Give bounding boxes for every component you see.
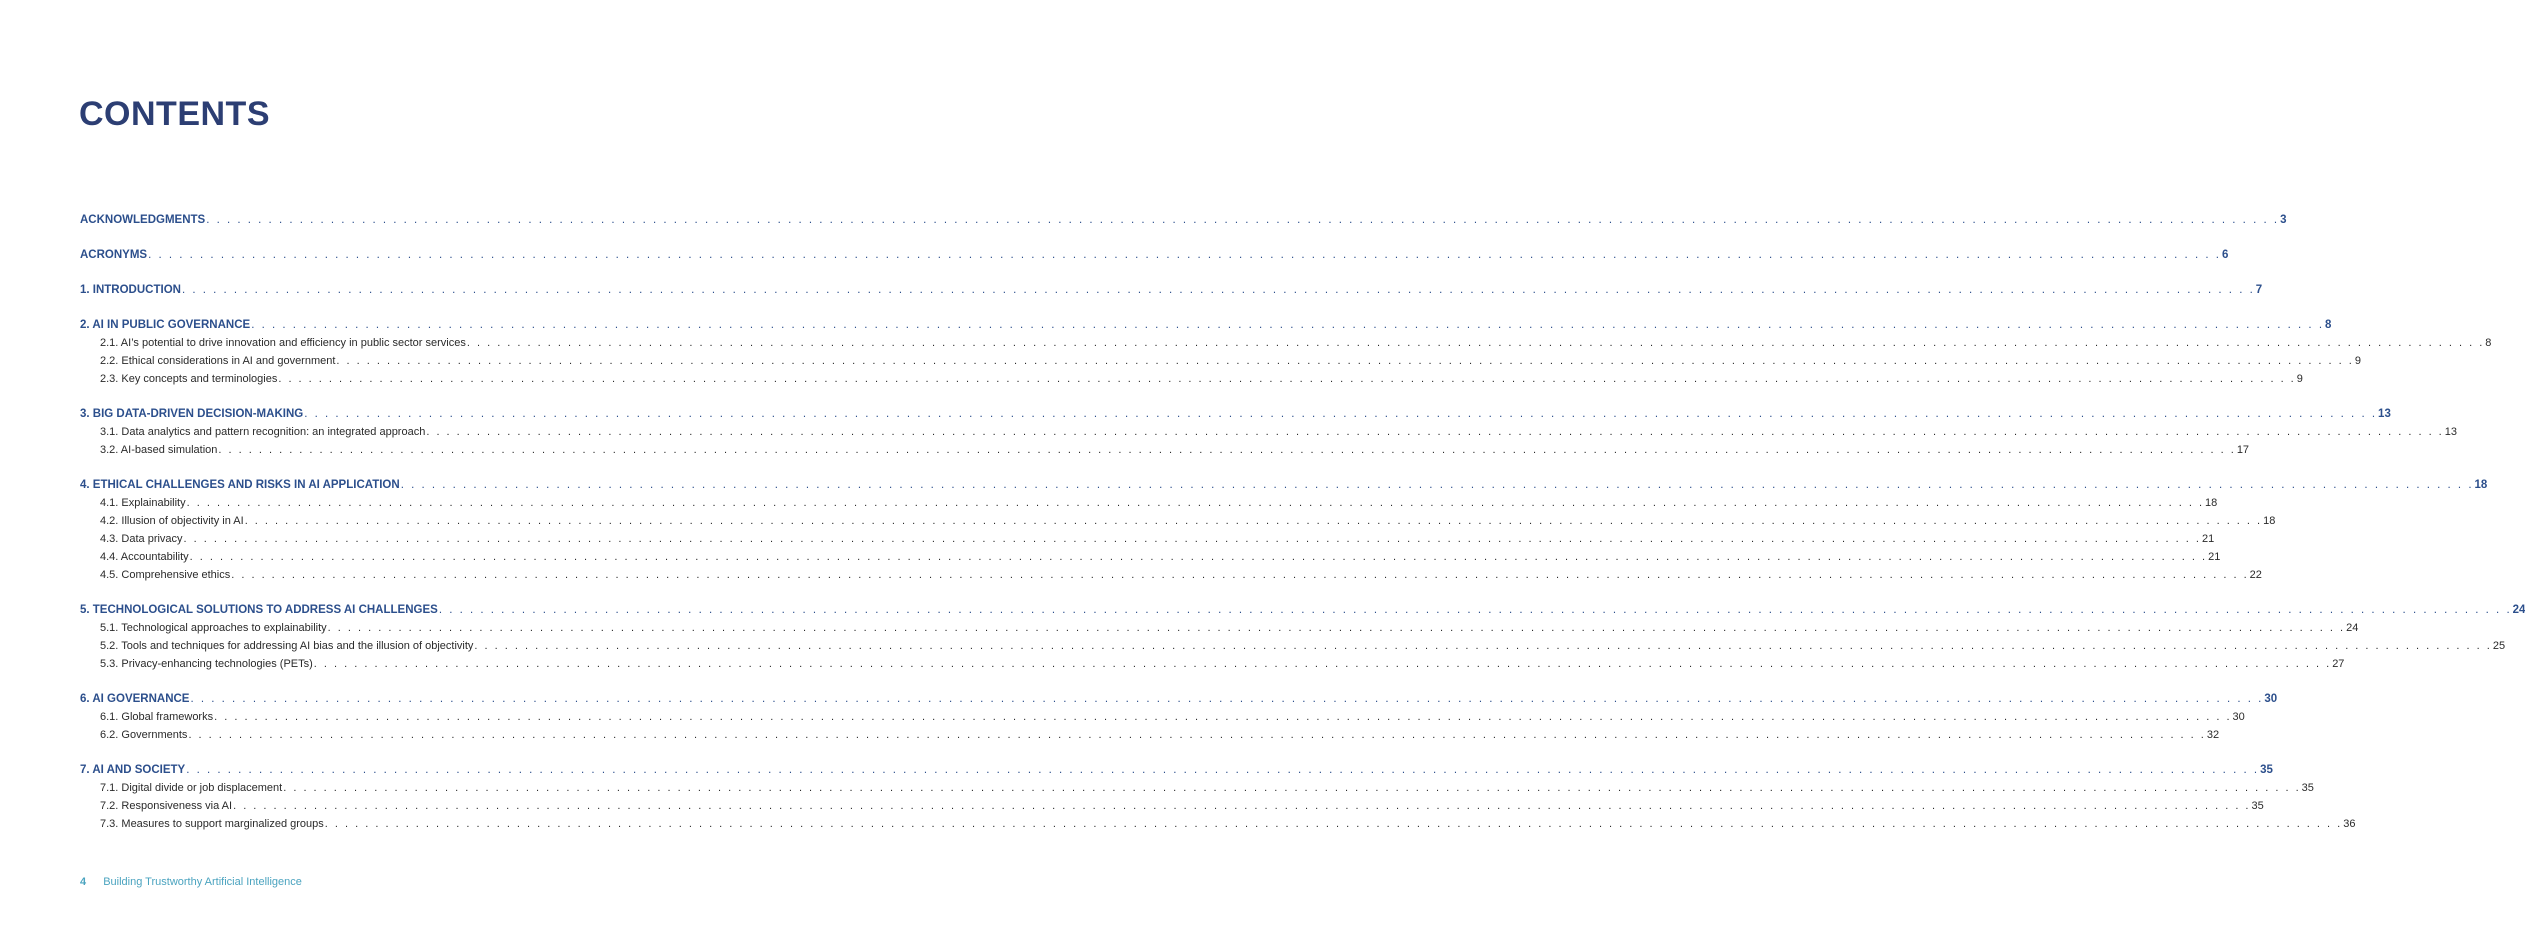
toc-page-number: 8 bbox=[2485, 337, 2492, 349]
toc-section bbox=[80, 761, 2356, 833]
dot-leader: . . . . . . . . . . . . . . . . . . . . . . . . . . . . . . . . . . . . . . . . . . . . . . . . . . . . . . . . . . . . . . . . . . . . . . . . . . . . . . . . . . . . . . . . . . . . . . . . . . . . . . . . . . . . . . . . . . . . . . . . . . . . . . . . . . . . . . . . . . . . . . . . . . . . . . . . . . . . . . . . . . . . . . . . . . . . . . . . . . . . . . . . . . . . . . . . . . . . . . . . bbox=[218, 444, 2236, 456]
dot-leader: . . . . . . . . . . . . . . . . . . . . . . . . . . . . . . . . . . . . . . . . . . . . . . . . . . . . . . . . . . . . . . . . . . . . . . . . . . . . . . . . . . . . . . . . . . . . . . . . . . . . . . . . . . . . . . . . . . . . . . . . . . . . . . . . . . . . . . . . . . . . . . . . . . . . . . . . . . . . . . . . . . . . . . . . . . . . . . . . . . . . . . . . . . . . . . . . . . . . . . . . bbox=[304, 408, 2378, 420]
toc-page-number: 35 bbox=[2260, 764, 2273, 776]
toc-subsection-entry[interactable] bbox=[80, 441, 2250, 459]
toc-page-number: 32 bbox=[2206, 729, 2220, 741]
page-footer bbox=[80, 876, 302, 888]
toc-entry-label: 2.1. AI’s potential to drive innovation and efficiency in public sector services bbox=[100, 337, 466, 349]
toc-page-number: 7 bbox=[2255, 284, 2263, 296]
toc-page-number: 24 bbox=[2512, 604, 2525, 616]
toc-subsection-entry[interactable] bbox=[80, 779, 2314, 797]
dot-leader: . . . . . . . . . . . . . . . . . . . . . . . . . . . . . . . . . . . . . . . . . . . . . . . . . . . . . . . . . . . . . . . . . . . . . . . . . . . . . . . . . . . . . . . . . . . . . . . . . . . . . . . . . . . . . . . . . . . . . . . . . . . . . . . . . . . . . . . . . . . . . . . . . . . . . . . . . . . . . . . . . . . . . . . . . . . . . . . . . . . . . . . . . . . . . . . . . . . . . . . . bbox=[324, 818, 2343, 830]
toc-entry-label: 6.1. Global frameworks bbox=[100, 711, 214, 723]
toc-entry-label: 2.3. Key concepts and terminologies bbox=[100, 373, 278, 385]
dot-leader: . . . . . . . . . . . . . . . . . . . . . . . . . . . . . . . . . . . . . . . . . . . . . . . . . . . . . . . . . . . . . . . . . . . . . . . . . . . . . . . . . . . . . . . . . . . . . . . . . . . . . . . . . . . . . . . . . . . . . . . . . . . . . . . . . . . . . . . . . . . . . . . . . . . . . . . . . . . . . . . . . . . . . . . . . . . . . . . . . . . . . . . . . . . . . . . . . . . . . . . . bbox=[283, 782, 2301, 794]
dot-leader: . . . . . . . . . . . . . . . . . . . . . . . . . . . . . . . . . . . . . . . . . . . . . . . . . . . . . . . . . . . . . . . . . . . . . . . . . . . . . . . . . . . . . . . . . . . . . . . . . . . . . . . . . . . . . . . . . . . . . . . . . . . . . . . . . . . . . . . . . . . . . . . . . . . . . . . . . . . . . . . . . . . . . . . . . . . . . . . . . . . . . . . . . . . . . . . . . . . . . . . . bbox=[183, 533, 2201, 545]
dot-leader: . . . . . . . . . . . . . . . . . . . . . . . . . . . . . . . . . . . . . . . . . . . . . . . . . . . . . . . . . . . . . . . . . . . . . . . . . . . . . . . . . . . . . . . . . . . . . . . . . . . . . . . . . . . . . . . . . . . . . . . . . . . . . . . . . . . . . . . . . . . . . . . . . . . . . . . . . . . . . . . . . . . . . . . . . . . . . . . . . . . . . . . . . . . . . . . . . . . . . . . . bbox=[327, 622, 2346, 634]
toc-page-number: 35 bbox=[2301, 782, 2314, 794]
dot-leader: . . . . . . . . . . . . . . . . . . . . . . . . . . . . . . . . . . . . . . . . . . . . . . . . . . . . . . . . . . . . . . . . . . . . . . . . . . . . . . . . . . . . . . . . . . . . . . . . . . . . . . . . . . . . . . . . . . . . . . . . . . . . . . . . . . . . . . . . . . . . . . . . . . . . . . . . . . . . . . . . . . . . . . . . . . . . . . . . . . . . . . . . . . . . . . . . . . . . . . . . bbox=[336, 355, 2354, 367]
toc-section bbox=[80, 281, 2263, 299]
toc-entry-label: 3. BIG DATA-DRIVEN DECISION-MAKING bbox=[80, 408, 304, 420]
toc-entry-label: 4.2. Illusion of objectivity in AI bbox=[100, 515, 244, 527]
toc-entry-label: 4.1. Explainability bbox=[100, 497, 186, 509]
footer-page-number: 4 bbox=[80, 876, 87, 888]
toc-page-number: 9 bbox=[2296, 373, 2303, 385]
toc-page-number: 36 bbox=[2343, 818, 2356, 830]
toc-entry-label: 5.2. Tools and techniques for addressing AI bias and the illusion of objectivity bbox=[100, 640, 474, 652]
table-of-contents bbox=[80, 211, 2525, 850]
toc-page-number: 18 bbox=[2263, 515, 2276, 527]
toc-section-heading[interactable] bbox=[80, 316, 2332, 334]
toc-entry-label: 3.2. AI-based simulation bbox=[100, 444, 218, 456]
toc-entry-label: 7.2. Responsiveness via AI bbox=[100, 800, 233, 812]
toc-subsection-entry[interactable] bbox=[80, 352, 2361, 370]
dot-leader: . . . . . . . . . . . . . . . . . . . . . . . . . . . . . . . . . . . . . . . . . . . . . . . . . . . . . . . . . . . . . . . . . . . . . . . . . . . . . . . . . . . . . . . . . . . . . . . . . . . . . . . . . . . . . . . . . . . . . . . . . . . . . . . . . . . . . . . . . . . . . . . . . . . . . . . . . . . . . . . . . . . . . . . . . . . . . . . . . . . . . . . . . . . . . . . . . . . . . . . . bbox=[244, 515, 2263, 527]
toc-subsection-entry[interactable] bbox=[80, 797, 2264, 815]
dot-leader: . . . . . . . . . . . . . . . . . . . . . . . . . . . . . . . . . . . . . . . . . . . . . . . . . . . . . . . . . . . . . . . . . . . . . . . . . . . . . . . . . . . . . . . . . . . . . . . . . . . . . . . . . . . . . . . . . . . . . . . . . . . . . . . . . . . . . . . . . . . . . . . . . . . . . . . . . . . . . . . . . . . . . . . . . . . . . . . . . . . . . . . . . . . . . . . . . . . . . . . . bbox=[474, 640, 2492, 652]
toc-section bbox=[80, 246, 2229, 264]
page-title: CONTENTS bbox=[79, 95, 270, 133]
dot-leader: . . . . . . . . . . . . . . . . . . . . . . . . . . . . . . . . . . . . . . . . . . . . . . . . . . . . . . . . . . . . . . . . . . . . . . . . . . . . . . . . . . . . . . . . . . . . . . . . . . . . . . . . . . . . . . . . . . . . . . . . . . . . . . . . . . . . . . . . . . . . . . . . . . . . . . . . . . . . . . . . . . . . . . . . . . . . . . . . . . . . . . . . . . . . . . . . . . . . . . . . bbox=[251, 319, 2325, 331]
toc-page-number: 35 bbox=[2251, 800, 2264, 812]
toc-section bbox=[80, 690, 2278, 744]
toc-entry-label: 2.2. Ethical considerations in AI and government bbox=[100, 355, 336, 367]
dot-leader: . . . . . . . . . . . . . . . . . . . . . . . . . . . . . . . . . . . . . . . . . . . . . . . . . . . . . . . . . . . . . . . . . . . . . . . . . . . . . . . . . . . . . . . . . . . . . . . . . . . . . . . . . . . . . . . . . . . . . . . . . . . . . . . . . . . . . . . . . . . . . . . . . . . . . . . . . . . . . . . . . . . . . . . . . . . . . . . . . . . . . . . . . . . . . . . . . . . . . . . . bbox=[438, 604, 2512, 616]
dot-leader: . . . . . . . . . . . . . . . . . . . . . . . . . . . . . . . . . . . . . . . . . . . . . . . . . . . . . . . . . . . . . . . . . . . . . . . . . . . . . . . . . . . . . . . . . . . . . . . . . . . . . . . . . . . . . . . . . . . . . . . . . . . . . . . . . . . . . . . . . . . . . . . . . . . . . . . . . . . . . . . . . . . . . . . . . . . . . . . . . . . . . . . . . . . . . . . . . . . . . . . . bbox=[400, 479, 2474, 491]
toc-section bbox=[80, 476, 2488, 584]
toc-entry-label: 1. INTRODUCTION bbox=[80, 284, 181, 296]
toc-subsection-entry[interactable] bbox=[80, 566, 2262, 584]
toc-page-number: 13 bbox=[2444, 426, 2457, 438]
dot-leader: . . . . . . . . . . . . . . . . . . . . . . . . . . . . . . . . . . . . . . . . . . . . . . . . . . . . . . . . . . . . . . . . . . . . . . . . . . . . . . . . . . . . . . . . . . . . . . . . . . . . . . . . . . . . . . . . . . . . . . . . . . . . . . . . . . . . . . . . . . . . . . . . . . . . . . . . . . . . . . . . . . . . . . . . . . . . . . . . . . . . . . . . . . . . . . . . . . . . . . . . bbox=[426, 426, 2444, 438]
dot-leader: . . . . . . . . . . . . . . . . . . . . . . . . . . . . . . . . . . . . . . . . . . . . . . . . . . . . . . . . . . . . . . . . . . . . . . . . . . . . . . . . . . . . . . . . . . . . . . . . . . . . . . . . . . . . . . . . . . . . . . . . . . . . . . . . . . . . . . . . . . . . . . . . . . . . . . . . . . . . . . . . . . . . . . . . . . . . . . . . . . . . . . . . . . . . . . . . . . . . . . . . bbox=[181, 284, 2255, 296]
toc-subsection-entry[interactable] bbox=[80, 726, 2220, 744]
toc-section-heading[interactable] bbox=[80, 690, 2278, 708]
toc-page-number: 8 bbox=[2325, 319, 2332, 331]
toc-entry-label: 5.3. Privacy-enhancing technologies (PETs) bbox=[100, 658, 313, 670]
toc-subsection-entry[interactable] bbox=[80, 334, 2492, 352]
toc-section-heading[interactable] bbox=[80, 246, 2229, 264]
toc-entry-label: 6. AI GOVERNANCE bbox=[80, 693, 190, 705]
dot-leader: . . . . . . . . . . . . . . . . . . . . . . . . . . . . . . . . . . . . . . . . . . . . . . . . . . . . . . . . . . . . . . . . . . . . . . . . . . . . . . . . . . . . . . . . . . . . . . . . . . . . . . . . . . . . . . . . . . . . . . . . . . . . . . . . . . . . . . . . . . . . . . . . . . . . . . . . . . . . . . . . . . . . . . . . . . . . . . . . . . . . . . . . . . . . . . . . . . . . . . . . bbox=[190, 693, 2264, 705]
toc-page-number: 21 bbox=[2201, 533, 2215, 545]
toc-section-heading[interactable] bbox=[80, 601, 2525, 619]
dot-leader: . . . . . . . . . . . . . . . . . . . . . . . . . . . . . . . . . . . . . . . . . . . . . . . . . . . . . . . . . . . . . . . . . . . . . . . . . . . . . . . . . . . . . . . . . . . . . . . . . . . . . . . . . . . . . . . . . . . . . . . . . . . . . . . . . . . . . . . . . . . . . . . . . . . . . . . . . . . . . . . . . . . . . . . . . . . . . . . . . . . . . . . . . . . . . . . . . . . . . . . . bbox=[466, 337, 2485, 349]
toc-subsection-entry[interactable] bbox=[80, 637, 2506, 655]
dot-leader: . . . . . . . . . . . . . . . . . . . . . . . . . . . . . . . . . . . . . . . . . . . . . . . . . . . . . . . . . . . . . . . . . . . . . . . . . . . . . . . . . . . . . . . . . . . . . . . . . . . . . . . . . . . . . . . . . . . . . . . . . . . . . . . . . . . . . . . . . . . . . . . . . . . . . . . . . . . . . . . . . . . . . . . . . . . . . . . . . . . . . . . . . . . . . . . . . . . . . . . . bbox=[189, 551, 2208, 563]
dot-leader: . . . . . . . . . . . . . . . . . . . . . . . . . . . . . . . . . . . . . . . . . . . . . . . . . . . . . . . . . . . . . . . . . . . . . . . . . . . . . . . . . . . . . . . . . . . . . . . . . . . . . . . . . . . . . . . . . . . . . . . . . . . . . . . . . . . . . . . . . . . . . . . . . . . . . . . . . . . . . . . . . . . . . . . . . . . . . . . . . . . . . . . . . . . . . . . . . . . . . . . . bbox=[186, 497, 2205, 509]
dot-leader: . . . . . . . . . . . . . . . . . . . . . . . . . . . . . . . . . . . . . . . . . . . . . . . . . . . . . . . . . . . . . . . . . . . . . . . . . . . . . . . . . . . . . . . . . . . . . . . . . . . . . . . . . . . . . . . . . . . . . . . . . . . . . . . . . . . . . . . . . . . . . . . . . . . . . . . . . . . . . . . . . . . . . . . . . . . . . . . . . . . . . . . . . . . . . . . . . . . . . . . . bbox=[313, 658, 2332, 670]
toc-entry-label: ACKNOWLEDGMENTS bbox=[80, 214, 206, 226]
dot-leader: . . . . . . . . . . . . . . . . . . . . . . . . . . . . . . . . . . . . . . . . . . . . . . . . . . . . . . . . . . . . . . . . . . . . . . . . . . . . . . . . . . . . . . . . . . . . . . . . . . . . . . . . . . . . . . . . . . . . . . . . . . . . . . . . . . . . . . . . . . . . . . . . . . . . . . . . . . . . . . . . . . . . . . . . . . . . . . . . . . . . . . . . . . . . . . . . . . . . . . . . bbox=[231, 569, 2249, 581]
toc-subsection-entry[interactable] bbox=[80, 708, 2245, 726]
toc-subsection-entry[interactable] bbox=[80, 548, 2221, 566]
toc-subsection-entry[interactable] bbox=[80, 512, 2276, 530]
toc-page-number: 27 bbox=[2332, 658, 2345, 670]
toc-entry-label: 7.1. Digital divide or job displacement bbox=[100, 782, 283, 794]
toc-entry-label: 4. ETHICAL CHALLENGES AND RISKS IN AI APPLICATION bbox=[80, 479, 400, 491]
toc-section bbox=[80, 211, 2287, 229]
toc-entry-label: ACRONYMS bbox=[80, 249, 148, 261]
toc-entry-label: 4.4. Accountability bbox=[100, 551, 189, 563]
toc-section-heading[interactable] bbox=[80, 761, 2273, 779]
toc-page-number: 17 bbox=[2236, 444, 2250, 456]
toc-page-number: 30 bbox=[2232, 711, 2245, 723]
toc-entry-label: 4.5. Comprehensive ethics bbox=[100, 569, 231, 581]
toc-subsection-entry[interactable] bbox=[80, 530, 2215, 548]
dot-leader: . . . . . . . . . . . . . . . . . . . . . . . . . . . . . . . . . . . . . . . . . . . . . . . . . . . . . . . . . . . . . . . . . . . . . . . . . . . . . . . . . . . . . . . . . . . . . . . . . . . . . . . . . . . . . . . . . . . . . . . . . . . . . . . . . . . . . . . . . . . . . . . . . . . . . . . . . . . . . . . . . . . . . . . . . . . . . . . . . . . . . . . . . . . . . . . . . . . . . . . . bbox=[186, 764, 2260, 776]
toc-entry-label: 4.3. Data privacy bbox=[100, 533, 183, 545]
toc-page-number: 9 bbox=[2354, 355, 2361, 367]
toc-section-heading[interactable] bbox=[80, 211, 2287, 229]
toc-page-number: 22 bbox=[2249, 569, 2262, 581]
dot-leader: . . . . . . . . . . . . . . . . . . . . . . . . . . . . . . . . . . . . . . . . . . . . . . . . . . . . . . . . . . . . . . . . . . . . . . . . . . . . . . . . . . . . . . . . . . . . . . . . . . . . . . . . . . . . . . . . . . . . . . . . . . . . . . . . . . . . . . . . . . . . . . . . . . . . . . . . . . . . . . . . . . . . . . . . . . . . . . . . . . . . . . . . . . . . . . . . . . . . . . . . bbox=[188, 729, 2206, 741]
toc-subsection-entry[interactable] bbox=[80, 655, 2345, 673]
toc-page-number: 18 bbox=[2205, 497, 2218, 509]
toc-entry-label: 3.1. Data analytics and pattern recognition: an integrated approach bbox=[100, 426, 426, 438]
toc-entry-label: 2. AI IN PUBLIC GOVERNANCE bbox=[80, 319, 251, 331]
toc-section bbox=[80, 601, 2525, 673]
toc-subsection-entry[interactable] bbox=[80, 423, 2457, 441]
toc-section-heading[interactable] bbox=[80, 281, 2263, 299]
footer-document-title: Building Trustworthy Artificial Intelligence bbox=[103, 876, 302, 888]
toc-section-heading[interactable] bbox=[80, 476, 2488, 494]
toc-entry-label: 7. AI AND SOCIETY bbox=[80, 764, 186, 776]
toc-section-heading[interactable] bbox=[80, 405, 2391, 423]
toc-entry-label: 5. TECHNOLOGICAL SOLUTIONS TO ADDRESS AI CHALLENGES bbox=[80, 604, 438, 616]
toc-subsection-entry[interactable] bbox=[80, 619, 2359, 637]
dot-leader: . . . . . . . . . . . . . . . . . . . . . . . . . . . . . . . . . . . . . . . . . . . . . . . . . . . . . . . . . . . . . . . . . . . . . . . . . . . . . . . . . . . . . . . . . . . . . . . . . . . . . . . . . . . . . . . . . . . . . . . . . . . . . . . . . . . . . . . . . . . . . . . . . . . . . . . . . . . . . . . . . . . . . . . . . . . . . . . . . . . . . . . . . . . . . . . . . . . . . . . . bbox=[214, 711, 2232, 723]
toc-entry-label: 5.1. Technological approaches to explainability bbox=[100, 622, 327, 634]
dot-leader: . . . . . . . . . . . . . . . . . . . . . . . . . . . . . . . . . . . . . . . . . . . . . . . . . . . . . . . . . . . . . . . . . . . . . . . . . . . . . . . . . . . . . . . . . . . . . . . . . . . . . . . . . . . . . . . . . . . . . . . . . . . . . . . . . . . . . . . . . . . . . . . . . . . . . . . . . . . . . . . . . . . . . . . . . . . . . . . . . . . . . . . . . . . . . . . . . . . . . . . . bbox=[278, 373, 2296, 385]
toc-subsection-entry[interactable] bbox=[80, 815, 2356, 833]
toc-subsection-entry[interactable] bbox=[80, 370, 2303, 388]
toc-page-number: 18 bbox=[2474, 479, 2488, 491]
toc-page-number: 13 bbox=[2378, 408, 2391, 420]
toc-section bbox=[80, 405, 2457, 459]
toc-page-number: 30 bbox=[2264, 693, 2278, 705]
toc-entry-label: 6.2. Governments bbox=[100, 729, 188, 741]
toc-page-number: 25 bbox=[2492, 640, 2506, 652]
toc-page-number: 21 bbox=[2208, 551, 2221, 563]
toc-section bbox=[80, 316, 2492, 388]
toc-page-number: 3 bbox=[2280, 214, 2287, 226]
dot-leader: . . . . . . . . . . . . . . . . . . . . . . . . . . . . . . . . . . . . . . . . . . . . . . . . . . . . . . . . . . . . . . . . . . . . . . . . . . . . . . . . . . . . . . . . . . . . . . . . . . . . . . . . . . . . . . . . . . . . . . . . . . . . . . . . . . . . . . . . . . . . . . . . . . . . . . . . . . . . . . . . . . . . . . . . . . . . . . . . . . . . . . . . . . . . . . . . . . . . . . . . bbox=[206, 214, 2280, 226]
toc-subsection-entry[interactable] bbox=[80, 494, 2218, 512]
toc-page-number: 24 bbox=[2346, 622, 2359, 634]
dot-leader: . . . . . . . . . . . . . . . . . . . . . . . . . . . . . . . . . . . . . . . . . . . . . . . . . . . . . . . . . . . . . . . . . . . . . . . . . . . . . . . . . . . . . . . . . . . . . . . . . . . . . . . . . . . . . . . . . . . . . . . . . . . . . . . . . . . . . . . . . . . . . . . . . . . . . . . . . . . . . . . . . . . . . . . . . . . . . . . . . . . . . . . . . . . . . . . . . . . . . . . . bbox=[233, 800, 2251, 812]
dot-leader: . . . . . . . . . . . . . . . . . . . . . . . . . . . . . . . . . . . . . . . . . . . . . . . . . . . . . . . . . . . . . . . . . . . . . . . . . . . . . . . . . . . . . . . . . . . . . . . . . . . . . . . . . . . . . . . . . . . . . . . . . . . . . . . . . . . . . . . . . . . . . . . . . . . . . . . . . . . . . . . . . . . . . . . . . . . . . . . . . . . . . . . . . . . . . . . . . . . . . . . . bbox=[148, 249, 2221, 261]
toc-page-number: 6 bbox=[2221, 249, 2229, 261]
toc-entry-label: 7.3. Measures to support marginalized groups bbox=[100, 818, 324, 830]
